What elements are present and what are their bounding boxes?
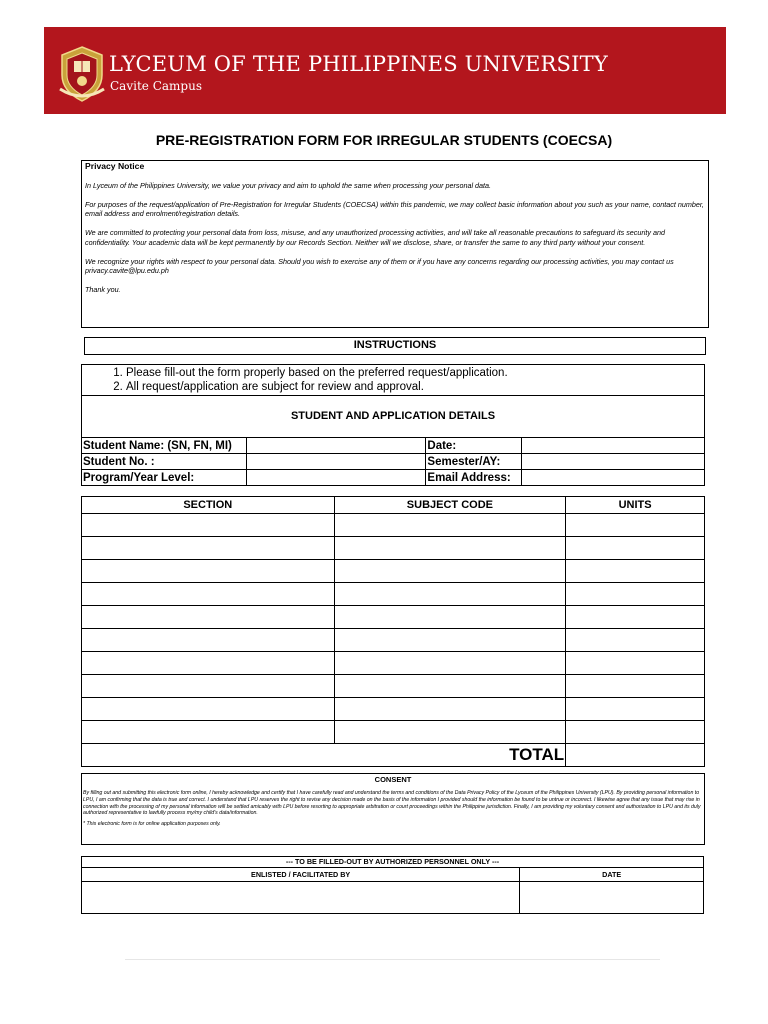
units-field[interactable] [566, 629, 705, 652]
subject-row [82, 606, 705, 629]
subject-row [82, 721, 705, 744]
instruction-item: 2. All request/application are subject for review and approval. [126, 380, 704, 394]
university-seal-icon [56, 45, 108, 103]
privacy-title: Privacy Notice [85, 161, 145, 171]
university-name: LYCEUM OF THE PHILIPPINES UNIVERSITY [109, 52, 608, 76]
units-field[interactable] [566, 652, 705, 675]
semester-field[interactable] [522, 454, 705, 470]
units-field[interactable] [566, 721, 705, 744]
date-auth-field[interactable] [520, 882, 704, 914]
subject-code-field[interactable] [334, 560, 566, 583]
units-header: UNITS [566, 497, 705, 514]
subject-code-header: SUBJECT CODE [334, 497, 566, 514]
privacy-paragraph: Thank you. [85, 285, 121, 294]
student-name-label: Student Name: (SN, FN, MI) [82, 438, 247, 454]
authorized-personnel-table [81, 856, 704, 914]
authorized-heading: --- TO BE FILLED-OUT BY AUTHORIZED PERSONNEL ONLY --- [82, 857, 704, 868]
subject-row [82, 629, 705, 652]
section-field[interactable] [82, 698, 335, 721]
student-info-table [81, 437, 705, 486]
section-field[interactable] [82, 537, 335, 560]
total-label: TOTAL [82, 744, 566, 767]
units-field[interactable] [566, 560, 705, 583]
subject-code-field[interactable] [334, 629, 566, 652]
date-label: Date: [426, 438, 522, 454]
section-field[interactable] [82, 606, 335, 629]
instructions-heading: INSTRUCTIONS [84, 337, 706, 355]
enlisted-field[interactable] [82, 882, 520, 914]
subject-code-field[interactable] [334, 606, 566, 629]
privacy-paragraph: In Lyceum of the Philippines University, we value your privacy and aim to uphold the same when processing your personal data. [85, 180, 492, 190]
units-field[interactable] [566, 583, 705, 606]
subject-row [82, 652, 705, 675]
subject-row [82, 698, 705, 721]
section-field[interactable] [82, 514, 335, 537]
units-field[interactable] [566, 675, 705, 698]
subject-row [82, 537, 705, 560]
subject-code-field[interactable] [334, 583, 566, 606]
privacy-paragraph: We recognize your rights with respect to your personal data. Should you wish to exercise any of them or if you have any concerns regarding our processing activities, you may contact us privacy.cavite@lpu.edu.ph [85, 256, 674, 275]
subject-code-field[interactable] [334, 514, 566, 537]
section-field[interactable] [82, 560, 335, 583]
subject-code-field[interactable] [334, 675, 566, 698]
enlisted-label: ENLISTED / FACILITATED BY [82, 868, 520, 882]
instruction-item: 1. Please fill-out the form properly based on the preferred request/application. [126, 366, 704, 380]
units-field[interactable] [566, 606, 705, 629]
subject-code-field[interactable] [334, 721, 566, 744]
section-field[interactable] [82, 721, 335, 744]
consent-box [81, 773, 705, 845]
student-no-label: Student No. : [82, 454, 247, 470]
campus-name: Cavite Campus [110, 79, 202, 93]
consent-heading: CONSENT [374, 775, 412, 784]
privacy-paragraph: For purposes of the request/application of Pre-Registration for Irregular Students (COECSA) within this pandemic, we may collect basic information about you such as your name, contact number, email address and enrolment/registration details. [85, 199, 704, 218]
semester-label: Semester/AY: [426, 454, 522, 470]
program-year-label: Program/Year Level: [82, 470, 247, 486]
program-year-field[interactable] [246, 470, 426, 486]
date-field[interactable] [522, 438, 705, 454]
email-field[interactable] [522, 470, 705, 486]
section-field[interactable] [82, 675, 335, 698]
units-field[interactable] [566, 537, 705, 560]
student-name-field[interactable] [246, 438, 426, 454]
instructions-list [81, 364, 705, 395]
divider [125, 959, 660, 960]
subject-code-field[interactable] [334, 698, 566, 721]
consent-text: By filling out and submitting this electronic form online, I hereby acknowledge and certify that I have carefully read and understand the terms and conditions of the Data Privacy Policy of the Lyceum of the Philippines University (LPU). By providing personal information to LPU, I am confirming that the data is true and correct. I understand that LPU reserves the right to revise any decision made on the basis of the information I provided should the information be found to be untrue or incorrect. I likewise agree that any issue that may rise in connection with the processing of my personal information will be settled amicably with LPU before resorting to appropriate arbitration or court proceedings within the Philippine jurisdiction. Finally, I am providing my voluntary consent and authorization to LPU and its duly authorized representative to lawfully process my/my child's data/information. [83, 790, 701, 817]
total-units-field[interactable] [566, 744, 705, 767]
date-auth-label: DATE [520, 868, 704, 882]
subject-row [82, 560, 705, 583]
student-no-field[interactable] [246, 454, 426, 470]
form-title: PRE-REGISTRATION FORM FOR IRREGULAR STUDENTS (COECSA) [155, 132, 613, 148]
consent-note: * This electronic form is for online application purposes only. [83, 821, 221, 828]
section-field[interactable] [82, 629, 335, 652]
section-field[interactable] [82, 652, 335, 675]
section-header: SECTION [82, 497, 335, 514]
subjects-table [81, 496, 705, 767]
subject-row [82, 514, 705, 537]
details-heading: STUDENT AND APPLICATION DETAILS [81, 395, 705, 438]
section-field[interactable] [82, 583, 335, 606]
subject-row [82, 583, 705, 606]
subject-row [82, 675, 705, 698]
subject-code-field[interactable] [334, 652, 566, 675]
units-field[interactable] [566, 514, 705, 537]
units-field[interactable] [566, 698, 705, 721]
privacy-notice [81, 160, 709, 328]
subject-code-field[interactable] [334, 537, 566, 560]
email-label: Email Address: [426, 470, 522, 486]
privacy-paragraph: We are committed to protecting your personal data from loss, misuse, and any unauthorized processing activities, and will take all reasonable precautions to safeguard its security and confidentiality. Your academic data will be kept permanently by our Records Section. Neither will we disclose, share, or transfer the same to any third party without your consent. [85, 228, 665, 247]
